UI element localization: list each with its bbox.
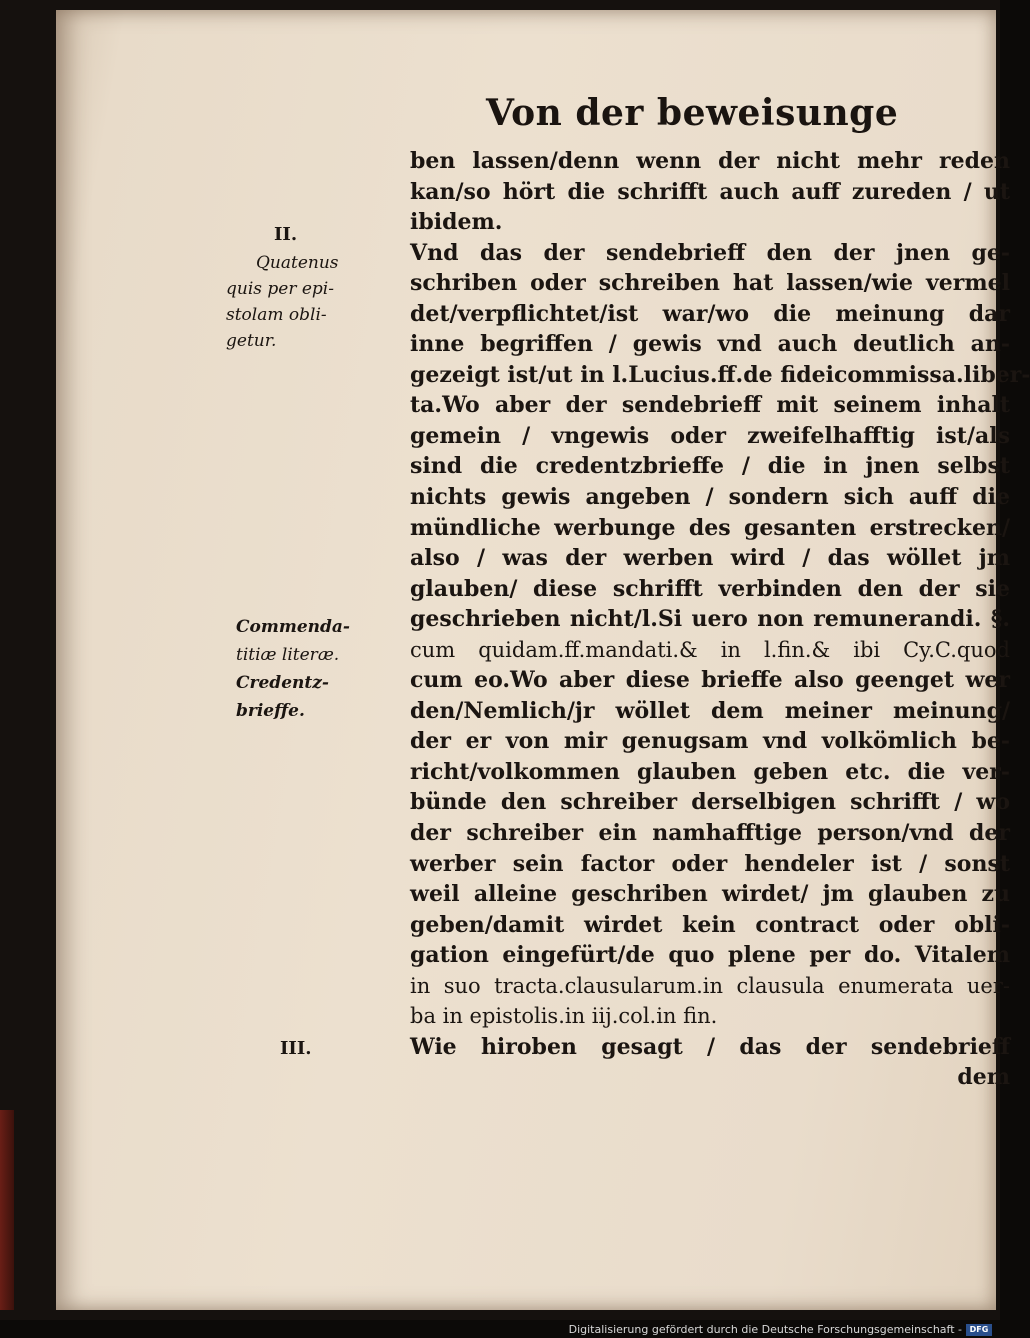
text-line: also / was der werben wird / das wöllet jm	[410, 545, 1010, 572]
text-line: Wie hiroben gesagt / das der sendebrieff	[410, 1033, 1010, 1060]
running-head: Von der beweisunge	[486, 92, 899, 134]
margin-number: II.	[274, 224, 298, 245]
margin-note-line: Quatenus	[256, 253, 339, 273]
text-line: det/verpflichtet/ist war/wo die meinung dar	[410, 300, 1010, 327]
text-line: der er von mir genugsam vnd volkömlich be-	[410, 728, 1010, 755]
margin-note-line: getur.	[226, 331, 277, 351]
text-line: geschrieben nicht/l.Si uero non remunerandi. §.	[410, 606, 1010, 633]
text-line: geben/damit wirdet kein contract oder obli-	[410, 911, 1010, 938]
body-text	[410, 146, 1030, 1093]
margin-note-line: titiæ literæ.	[236, 645, 340, 665]
text-line: werber sein factor oder hendeler ist / sonst	[410, 850, 1010, 877]
text-line: ba in epistolis.in iij.col.in fin.	[410, 1004, 718, 1029]
margin-note-line: brieffe.	[236, 701, 305, 721]
text-line: schriben oder schreiben hat lassen/wie vermel	[410, 270, 1010, 297]
catchword: dem	[957, 1064, 1010, 1091]
text-line: nichts gewis angeben / sondern sich auff die	[410, 484, 1010, 511]
book-page	[56, 10, 1030, 1310]
text-line: inne begriffen / gewis vnd auch deutlich an-	[410, 331, 1010, 358]
margin-note-line: stolam obli-	[226, 305, 327, 325]
dfg-logo: DFG	[966, 1324, 992, 1336]
text-line: bünde den schreiber derselbigen schrifft / wo	[410, 789, 1010, 816]
margin-note-line: quis per epi-	[226, 279, 334, 299]
text-line: ta.Wo aber der sendebrieff mit seinem inhalt	[410, 392, 1010, 419]
margin-note-line: Credentz-	[236, 673, 329, 693]
margin-number: III.	[280, 1038, 312, 1059]
text-line: Vnd das der sendebrieff den der jnen ge-	[410, 239, 1010, 266]
text-line: cum eo.Wo aber diese brieffe also geenget wer	[410, 667, 1010, 694]
text-line: sind die credentzbrieffe / die in jnen selbst	[410, 453, 1010, 480]
text-line: glauben/ diese schrifft verbinden den der sie	[410, 575, 1010, 602]
text-line: cum quidam.ff.mandati.& in l.fin.& ibi Cy.C.quod	[410, 637, 1010, 662]
text-line: mündliche werbunge des gesanten erstrecken/	[410, 514, 1010, 541]
margin-note-line: Commenda-	[236, 617, 350, 637]
text-line: richt/volkommen glauben geben etc. die ver-	[410, 758, 1010, 785]
text-line: ben lassen/denn wenn der nicht mehr reden	[410, 148, 1010, 174]
text-line: der schreiber ein namhafftige person/vnd der	[410, 820, 1010, 847]
text-line: gation eingefürt/de quo plene per do. Vitalem	[410, 942, 1010, 969]
text-line: gezeigt ist/ut in l.Lucius.ff.de fideicommissa.liber-	[410, 361, 1030, 388]
text-line: ibidem.	[410, 209, 503, 236]
text-line: weil alleine geschriben wirdet/ jm glauben zu	[410, 881, 1010, 908]
book-edge	[0, 1110, 14, 1310]
footer-bar	[0, 1322, 1000, 1338]
text-line: in suo tracta.clausularum.in clausula enumerata uer-	[410, 973, 1010, 998]
funding-credit: Digitalisierung gefördert durch die Deutsche Forschungsgemeinschaft -	[568, 1323, 962, 1336]
text-line: den/Nemlich/jr wöllet dem meiner meinung/	[410, 697, 1010, 724]
text-line: gemein / vngewis oder zweifelhafftig ist/als	[410, 422, 1010, 449]
text-line: kan/so hört die schrifft auch auff zureden / ut	[410, 178, 1010, 205]
